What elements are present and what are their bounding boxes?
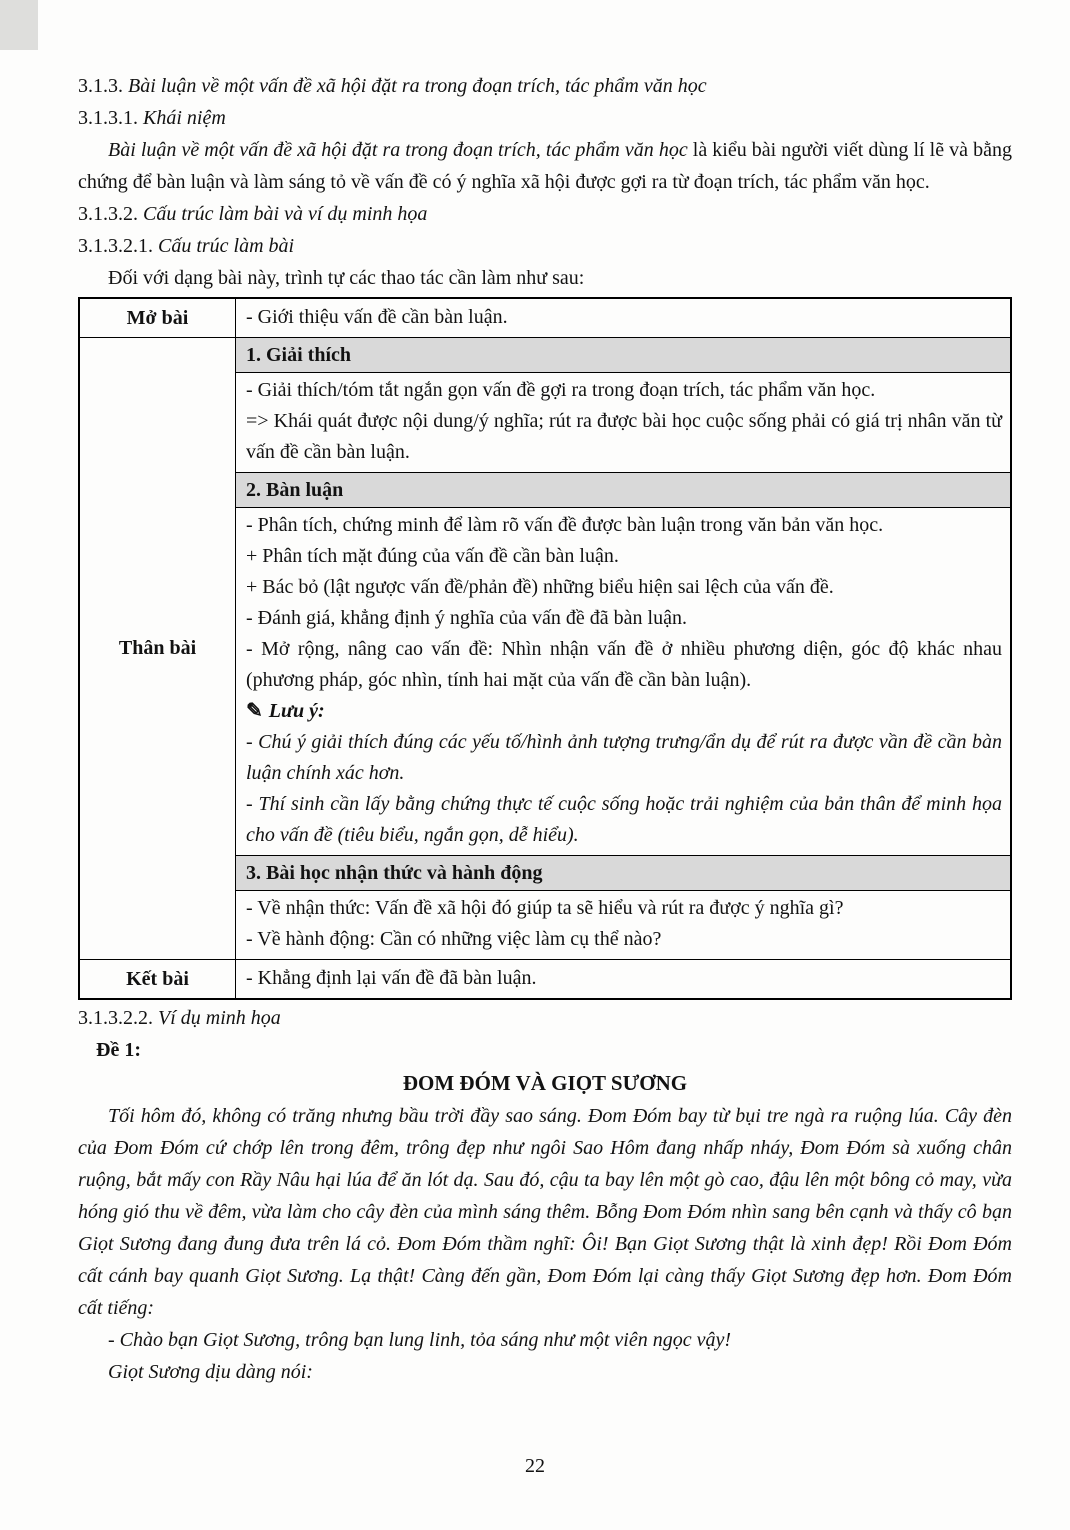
- heading-number: 3.1.3.2.1.: [78, 235, 158, 257]
- heading-title: Ví dụ minh họa: [158, 1007, 281, 1029]
- subsection-header-giai-thich: 1. Giải thích: [236, 338, 1010, 372]
- heading-number: 3.1.3.2.: [78, 203, 143, 225]
- note-label-line: [246, 696, 1002, 727]
- ban-luan-line: - Phân tích, chứng minh để làm rõ vấn đề được bàn luận trong văn bản văn học.: [246, 514, 884, 536]
- ban-luan-line: + Bác bỏ (lật ngược vấn đề/phản đề) những biểu hiện sai lệch của vấn đề.: [246, 576, 834, 598]
- pencil-note-icon: ✎: [246, 700, 263, 722]
- ket-bai-content-cell: [236, 960, 1010, 998]
- story-closing-line: Giọt Sương dịu dàng nói:: [108, 1361, 313, 1383]
- heading-title: Cấu trúc làm bài và ví dụ minh họa: [143, 203, 428, 225]
- note-label: Lưu ý:: [268, 700, 325, 722]
- story-title: ĐOM ĐÓM VÀ GIỌT SƯƠNG: [402, 1071, 688, 1095]
- scan-artifact: [0, 0, 38, 50]
- story-paragraph: Tối hôm đó, không có trăng nhưng bầu trời đầy sao sáng. Đom Đóm bay từ bụi tre ngà ra ruộng lúa. Cây đèn của Đom Đóm cứ chớp lên trong đêm, trông đẹp như ngôi Sao Hôm đang nhấp nháy, Đom Đóm sà xuống chân ruộng, bắt mấy con Rầy Nâu hại lúa để ăn lót dạ. Sau đó, cậu ta bay lên một gò cao, đậu lên một bông cỏ may, vừa hóng gió thu về đêm, vừa làm cho cây đèn của mình sáng thêm. Bỗng Đom Đóm nhìn sang bên cạnh và thấy cô bạn Giọt Sương đang đung đưa trên lá cỏ. Đom Đóm thầm nghĩ: Ôi! Bạn Giọt Sương thật là xinh đẹp! Rồi Đom Đóm cất cánh bay quanh Giọt Sương. Lạ thật! Càng đến gần, Đom Đóm lại càng thấy Giọt Sương đẹp hơn. Đom Đóm cất tiếng:: [78, 1105, 1012, 1319]
- subsection-bai-hoc: [236, 890, 1010, 959]
- page-number: 22: [525, 1455, 545, 1477]
- mo-bai-content: - Giới thiệu vấn đề cần bàn luận.: [246, 306, 508, 328]
- heading-number: 3.1.3.: [78, 75, 128, 97]
- heading-3-1-3: [78, 70, 1012, 102]
- heading-3-1-3-2: [78, 198, 1012, 230]
- heading-number: 3.1.3.1.: [78, 107, 143, 129]
- heading-title: Bài luận về một vấn đề xã hội đặt ra trong đoạn trích, tác phẩm văn học: [128, 75, 707, 97]
- subsection-giai-thich: [236, 372, 1010, 472]
- concept-paragraph: [78, 134, 1012, 198]
- row-label-ket-bai: Kết bài: [80, 960, 236, 998]
- giai-thich-line: - Giải thích/tóm tắt ngắn gọn vấn đề gợi ra trong đoạn trích, tác phẩm văn học.: [246, 379, 876, 401]
- ban-luan-line: + Phân tích mặt đúng của vấn đề cần bàn luận.: [246, 545, 619, 567]
- table-row-ket-bai: [80, 959, 1010, 998]
- subsection-header-ban-luan: 2. Bàn luận: [236, 472, 1010, 507]
- bai-hoc-line: - Về nhận thức: Vấn đề xã hội đó giúp ta sẽ hiểu và rút ra được ý nghĩa gì?: [246, 897, 844, 919]
- heading-3-1-3-1: [78, 102, 1012, 134]
- giai-thich-line: => Khái quát được nội dung/ý nghĩa; rút ra được bài học cuộc sống phải có giá trị nhân văn từ vấn đề cần bàn luận.: [246, 410, 1002, 463]
- mo-bai-content-cell: [236, 299, 1010, 337]
- heading-3-1-3-2-1: [78, 230, 1012, 262]
- ban-luan-line: - Đánh giá, khẳng định ý nghĩa của vấn đề đã bàn luận.: [246, 607, 687, 629]
- note-line: - Chú ý giải thích đúng các yếu tố/hình ảnh tượng trưng/ẩn dụ để rút ra được vần đề cần bàn luận chính xác hơn.: [246, 731, 1002, 784]
- table-row-than-bai: [80, 337, 1010, 959]
- heading-title: Cấu trúc làm bài: [158, 235, 295, 257]
- exercise-label: Đề 1:: [96, 1039, 141, 1061]
- concept-rest: là kiểu bài người viết dùng lí lẽ và bằng chứng để bàn luận và làm sáng tỏ về vấn đề có ý nghĩa xã hội được gợi ra từ đoạn trích, tác phẩm văn học.: [78, 139, 1012, 193]
- ban-luan-line: - Mở rộng, nâng cao vấn đề: Nhìn nhận vấn đề ở nhiều phương diện, góc độ khác nhau (phương pháp, góc nhìn, tính hai mặt của vấn đề cần bàn luận).: [246, 638, 1002, 691]
- heading-3-1-3-2-2: [78, 1002, 1012, 1034]
- heading-number: 3.1.3.2.2.: [78, 1007, 158, 1029]
- table-row-mo-bai: [80, 299, 1010, 337]
- ket-bai-content: - Khẳng định lại vấn đề đã bàn luận.: [246, 967, 537, 989]
- heading-title: Khái niệm: [143, 107, 226, 129]
- structure-table: [78, 297, 1012, 1000]
- table-intro-line: Đối với dạng bài này, trình tự các thao tác cần làm như sau:: [108, 267, 585, 289]
- note-line: - Thí sinh cần lấy bằng chứng thực tế cuộc sống hoặc trải nghiệm của bản thân để minh họa cho vấn đề (tiêu biểu, ngắn gọn, dễ hiểu).: [246, 793, 1002, 846]
- concept-lead: Bài luận về một vấn đề xã hội đặt ra trong đoạn trích, tác phẩm văn học: [108, 139, 688, 161]
- bai-hoc-line: - Về hành động: Cần có những việc làm cụ thể nào?: [246, 928, 662, 950]
- subsection-ban-luan: [236, 507, 1010, 855]
- subsection-header-bai-hoc: 3. Bài học nhận thức và hành động: [236, 855, 1010, 890]
- row-label-than-bai: Thân bài: [80, 338, 236, 959]
- than-bai-content-cell: [236, 338, 1010, 959]
- story-dialogue-line: - Chào bạn Giọt Sương, trông bạn lung linh, tỏa sáng như một viên ngọc vậy!: [108, 1329, 731, 1351]
- row-label-mo-bai: Mở bài: [80, 299, 236, 337]
